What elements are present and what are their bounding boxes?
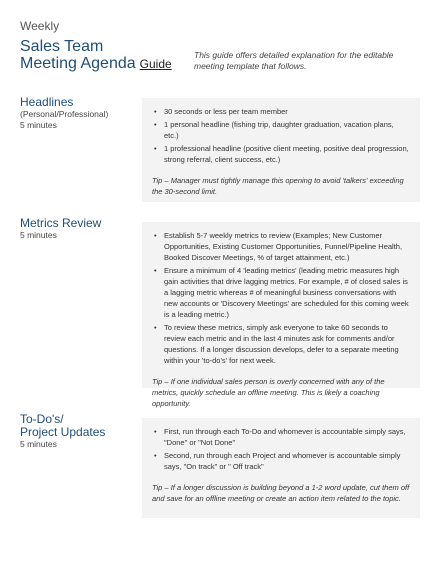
intro-text: This guide offers detailed explanation for the editable meeting template that follows. xyxy=(194,50,394,71)
section-subtitle-line: 5 minutes xyxy=(20,439,57,449)
tip-text: Tip – If a longer discussion is building beyond a 1-2 word update, cut them off and save for an offline meeting or create an action item related to the topic. xyxy=(152,483,410,503)
title-line-2-text: Meeting Agenda xyxy=(20,55,136,72)
bullet-list xyxy=(152,230,410,366)
section-todos-subtitle xyxy=(20,439,57,450)
section-headlines-subtitle xyxy=(20,109,108,131)
section-title-line: To-Do's/ xyxy=(20,412,64,426)
list-item: • 30 seconds or less per team member xyxy=(164,106,410,117)
tip-text: Tip – If one individual sales person is overly concerned with any of the metrics, quickly schedule an offline meeting. This is likely a coaching opportunity. xyxy=(152,377,385,408)
list-item: • To review these metrics, simply ask everyone to take 60 seconds to review each metric and in the last 4 minutes ask for comments and/or questions. If a longer discussion develops, defer to a separate meeting within your 'to-do's' for next week. xyxy=(164,322,410,366)
title-line-1: Sales Team xyxy=(20,38,104,55)
list-item: • First, run through each To-Do and whomever is accountable simply says, "Done" or "Not Done" xyxy=(164,426,410,448)
section-headlines-title xyxy=(20,96,73,109)
weekly-label: Weekly xyxy=(20,19,60,33)
list-item: • Second, run through each Project and whomever is accountable simply says, "On track" or " Off track" xyxy=(164,450,410,472)
bullet-list xyxy=(152,426,410,472)
list-item: • Ensure a minimum of 4 'leading metrics' (leading metric measures high gain activities that drive lagging metrics. For example, # of closed sales is a lagging metric whereas # of meaningful business conversations with new accounts or 'Discovery Meetings' are scheduled for this coming week is a leading metric.) xyxy=(164,265,410,320)
section-metrics-panel xyxy=(142,222,420,408)
section-title-line: Headlines xyxy=(20,95,74,109)
section-metrics-subtitle xyxy=(20,230,57,241)
section-headlines-panel xyxy=(142,98,420,202)
tip-text: Tip – Manager must tightly manage this opening to avoid 'talkers' exceeding the 30-second limit. xyxy=(152,176,404,196)
section-metrics-title xyxy=(20,217,101,230)
list-item: • Establish 5-7 weekly metrics to review (Examples; New Customer Opportunities, Existing Customer Opportunities, Funnel/Pipeline Health, Booked Discover Meetings, % of target attainment, etc.) xyxy=(164,230,410,263)
section-subtitle-line: (Personal/Professional) xyxy=(20,109,109,119)
section-todos-panel xyxy=(142,418,420,518)
section-subtitle-line: 5 minutes xyxy=(20,230,57,240)
section-title-line: Metrics Review xyxy=(20,216,102,230)
list-item: • 1 professional headline (positive client meeting, positive deal progression, strong referral, client success, etc.) xyxy=(164,143,410,165)
title-line-2 xyxy=(20,55,172,73)
page-title xyxy=(20,38,172,73)
guide-label: Guide xyxy=(139,57,172,71)
section-todos-title xyxy=(20,413,105,439)
section-title-line: Project Updates xyxy=(20,425,106,439)
bullet-list xyxy=(152,106,410,165)
section-subtitle-line: 5 minutes xyxy=(20,120,57,130)
list-item: • 1 personal headline (fishing trip, daughter graduation, vacation plans, etc.) xyxy=(164,119,410,141)
